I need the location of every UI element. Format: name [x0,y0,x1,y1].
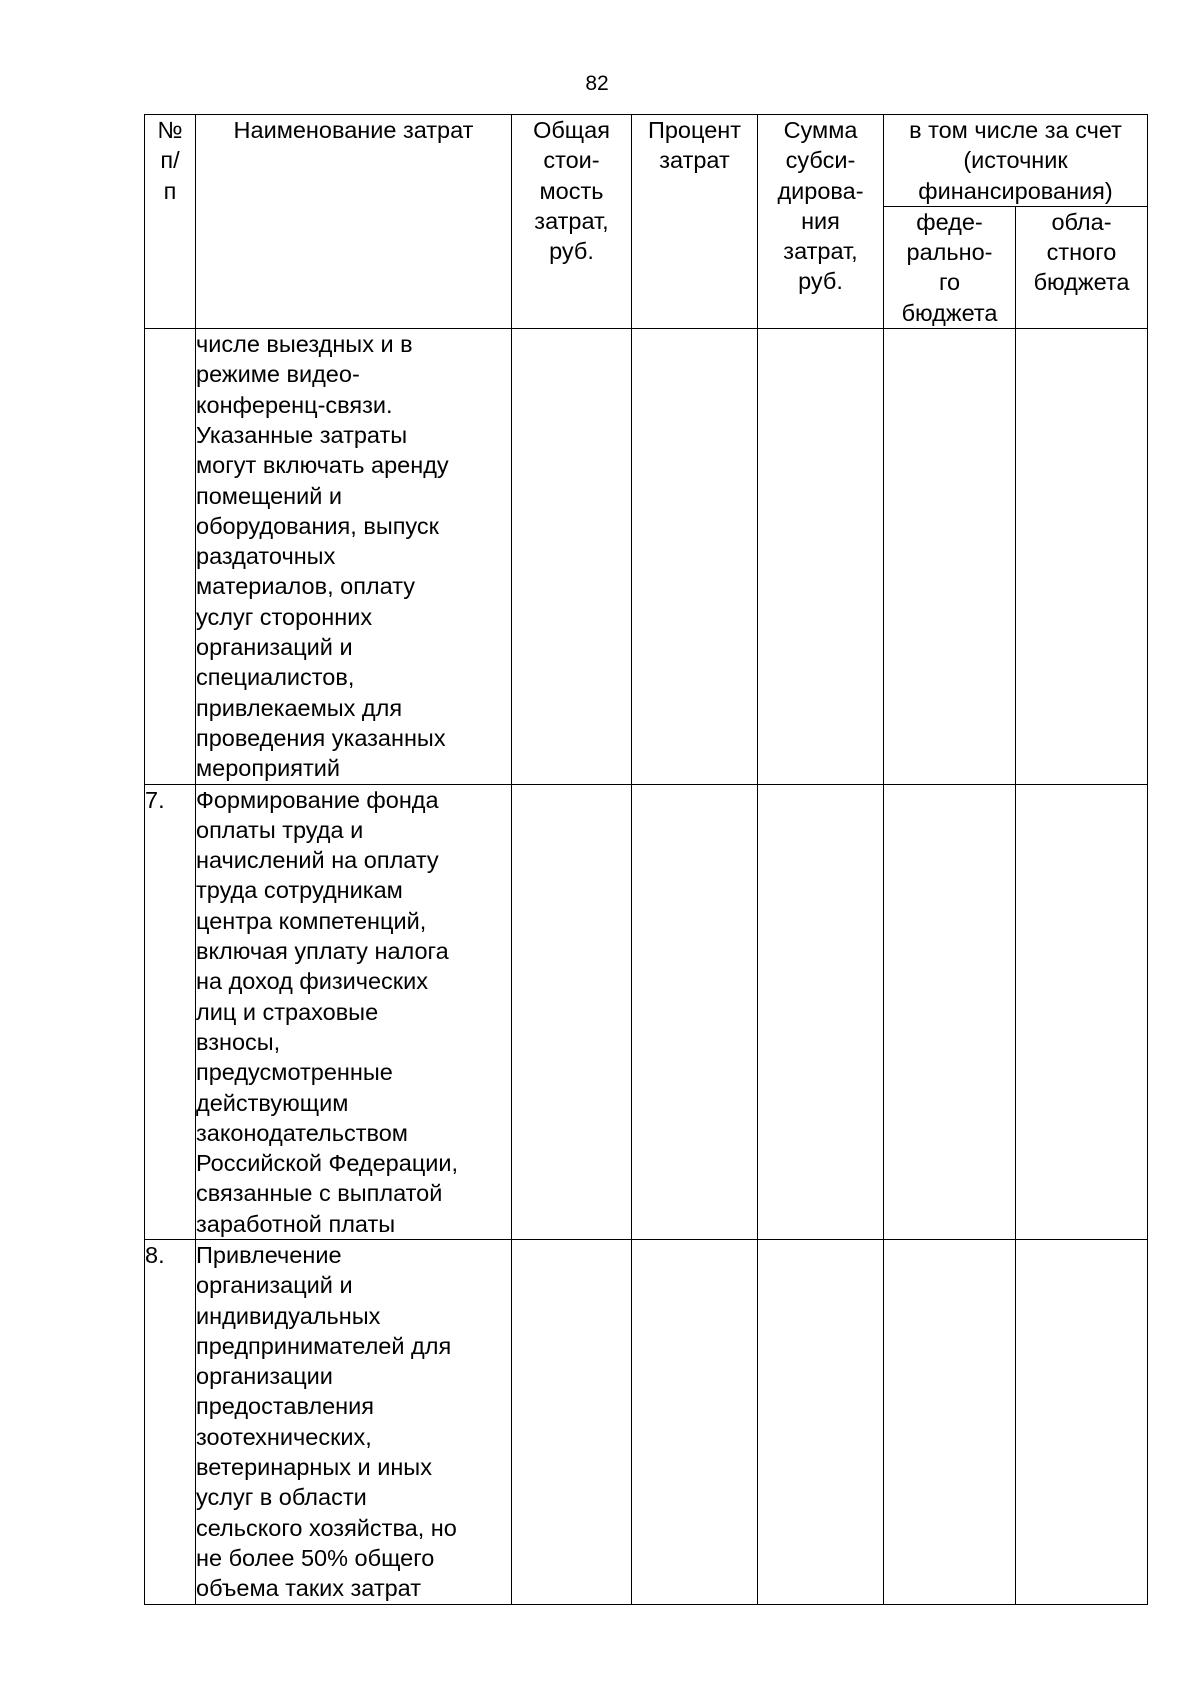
header-regional: обла- стного бюджета [1016,206,1148,328]
header-subsidy: Сумма субси- дирова- ния затрат, руб. [758,115,884,329]
header-name: Наименование затрат [196,115,512,329]
header-percent: Процент затрат [632,115,758,329]
cell-federal [884,1239,1016,1604]
cell-percent [632,329,758,784]
table-row [145,329,1148,784]
row-name: числе выездных и в режиме видео- конференц-связи. Указанные затраты могут включать аренду помещений и оборудования, выпуск раздаточных материалов, оплату услуг сторонних организаций и специалистов, привлекаемых для проведения указанных мероприятий [196,329,512,784]
cell-subsidy [758,784,884,1239]
cell-subsidy [758,1239,884,1604]
cell-total-cost [512,329,632,784]
row-name: Привлечение организаций и индивидуальных предпринимателей для организации предоставления зоотехнических, ветеринарных и иных услуг в области сельского хозяйства, но не более 50% общего объема таких затрат [196,1239,512,1604]
row-number: 7. [145,784,196,1239]
cell-total-cost [512,784,632,1239]
row-name: Формирование фонда оплаты труда и начислений на оплату труда сотрудникам центра компетенций, включая уплату налога на доход физических лиц и страховые взносы, предусмотренные действующим законодательством Российской Федерации, связанные с выплатой заработной платы [196,784,512,1239]
header-federal: феде- рально- го бюджета [884,206,1016,328]
cell-regional [1016,784,1148,1239]
cell-percent [632,1239,758,1604]
cell-regional [1016,1239,1148,1604]
cell-percent [632,784,758,1239]
cell-total-cost [512,1239,632,1604]
header-num: № п/ п [145,115,196,329]
page-number: 82 [585,72,609,95]
header-row-top [145,115,1148,207]
cell-federal [884,329,1016,784]
header-source-group: в том числе за счет (источник финансирования) [884,115,1148,207]
row-number: 8. [145,1239,196,1604]
cell-subsidy [758,329,884,784]
cell-regional [1016,329,1148,784]
cell-federal [884,784,1016,1239]
row-number [145,329,196,784]
header-total-cost: Общая стои- мость затрат, руб. [512,115,632,329]
table-row [145,1239,1148,1604]
cost-table [144,114,1148,1605]
table-row [145,784,1148,1239]
